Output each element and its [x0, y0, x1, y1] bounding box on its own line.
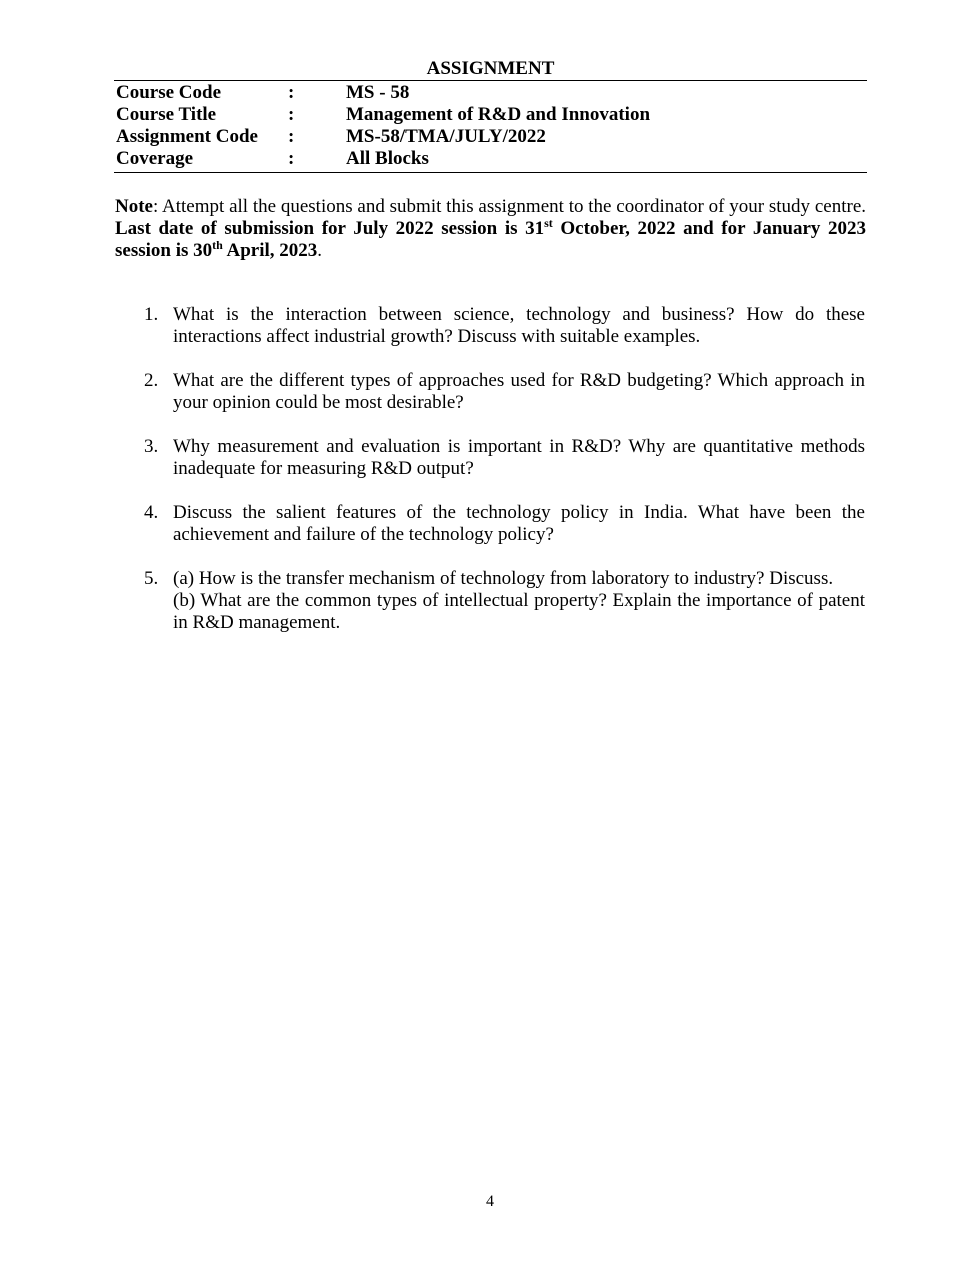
question-number: 5.	[144, 568, 159, 589]
assignment-title: ASSIGNMENT	[426, 58, 555, 79]
page-number: 4	[486, 1193, 494, 1210]
course-info-table	[114, 82, 867, 170]
question-text	[173, 568, 865, 634]
note-deadline-part3: April, 2023	[222, 240, 318, 261]
info-colon: :	[288, 148, 295, 169]
note-text: : Attempt all the questions and submit this assignment to the coordinator of your study centre.	[152, 196, 866, 217]
question-part-a: (a) How is the transfer mechanism of technology from laboratory to industry? Discuss.	[173, 568, 834, 589]
note-deadline-part1: Last date of submission for July 2022 session is 31	[115, 218, 545, 239]
question-item	[0, 304, 980, 348]
info-row-course-title	[114, 104, 867, 126]
header-bottom-rule	[114, 172, 867, 173]
submission-note	[115, 196, 866, 262]
info-label: Coverage	[116, 148, 194, 169]
note-superscript-st: st	[544, 216, 553, 230]
question-item	[0, 436, 980, 480]
info-colon: :	[288, 82, 295, 103]
question-list	[0, 304, 980, 634]
question-item	[0, 502, 980, 546]
info-value: MS - 58	[346, 82, 410, 103]
question-number: 3.	[144, 436, 159, 457]
info-label: Course Code	[116, 82, 222, 103]
question-part-b: (b) What are the common types of intellectual property? Explain the importance of patent in R&D management.	[173, 590, 865, 633]
info-colon: :	[288, 126, 295, 147]
info-colon: :	[288, 104, 295, 125]
info-value: MS-58/TMA/JULY/2022	[346, 126, 546, 147]
question-text: Why measurement and evaluation is important in R&D? Why are quantitative methods inadequate for measuring R&D output?	[173, 436, 865, 479]
info-label: Course Title	[116, 104, 217, 125]
question-item	[0, 568, 980, 634]
question-number: 4.	[144, 502, 159, 523]
info-row-course-code	[114, 82, 867, 104]
question-text: What is the interaction between science, technology and business? How do these interactions affect industrial growth? Discuss with suitable examples.	[173, 304, 865, 347]
question-text: What are the different types of approaches used for R&D budgeting? Which approach in your opinion could be most desirable?	[173, 370, 865, 413]
header-top-rule	[114, 80, 867, 81]
question-number: 2.	[144, 370, 159, 391]
note-end: .	[317, 240, 323, 261]
info-value: Management of R&D and Innovation	[346, 104, 651, 125]
question-item	[0, 370, 980, 414]
info-row-assignment-code	[114, 126, 867, 148]
info-label: Assignment Code	[116, 126, 258, 147]
info-row-coverage	[114, 148, 867, 170]
note-label: Note	[115, 196, 153, 217]
note-deadline-part2: October, 2022 and for January 2023 session is 30	[115, 218, 866, 261]
question-text: Discuss the salient features of the technology policy in India. What have been the achievement and failure of the technology policy?	[173, 502, 865, 545]
info-value: All Blocks	[346, 148, 429, 169]
question-number: 1.	[144, 304, 159, 325]
note-superscript-th: th	[212, 238, 223, 252]
